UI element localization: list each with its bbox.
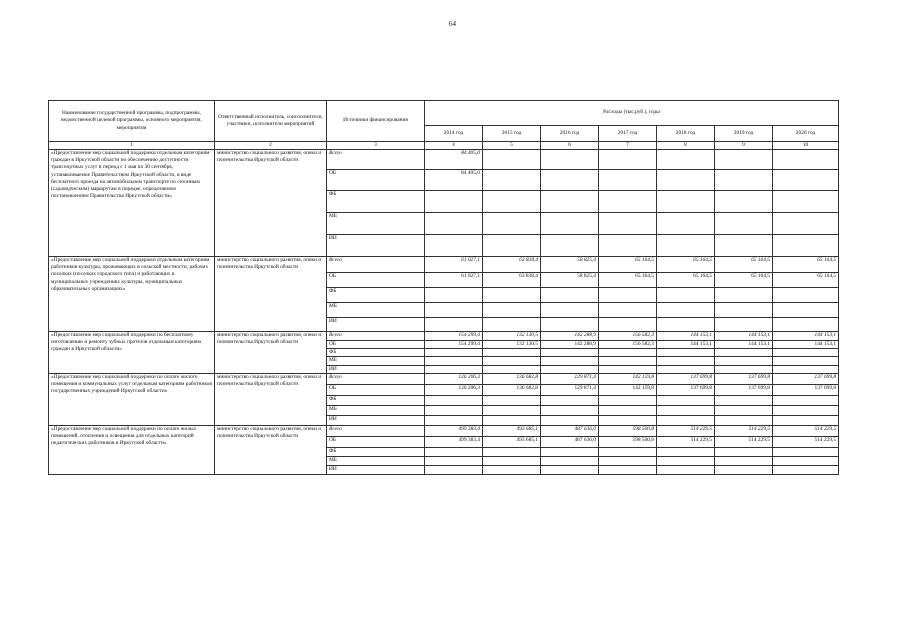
amount-cell <box>715 415 773 425</box>
program-name: «Предоставление мер социальной поддержки по бесплатному изготовлению и ремонту зубных протезов отдельным категориям граждан в Иркутской области» <box>49 332 215 374</box>
amount-cell: 598 500,8 <box>599 425 657 436</box>
funding-source: ИИ <box>327 365 425 373</box>
column-number: 1 <box>49 142 215 150</box>
amount-cell <box>425 395 483 405</box>
amount-cell <box>773 235 839 257</box>
amount-cell <box>715 465 773 474</box>
amount-cell <box>541 447 599 456</box>
funding-source: ИИ <box>327 465 425 474</box>
amount-cell: 156 582,3 <box>599 341 657 349</box>
amount-cell: 142 159,8 <box>599 384 657 395</box>
amount-cell <box>773 191 839 213</box>
amount-cell: 137 699,8 <box>773 373 839 384</box>
funding-source: МБ <box>327 456 425 465</box>
program-name: «Предоставление мер социальной поддержки отдельным категориям работников культуры, проживающих в сельской местности, рабочих поселках (поселках городского типа) и работающих в муниципальных учреждениях культуры, муниципальных образовательных организациях» <box>49 257 215 332</box>
amount-cell <box>715 365 773 373</box>
funding-source: ОБ <box>327 341 425 349</box>
amount-cell <box>483 349 541 357</box>
amount-cell: 499 383,4 <box>425 436 483 447</box>
funding-source: ИИ <box>327 415 425 425</box>
amount-cell: 142 288,9 <box>541 332 599 341</box>
amount-cell <box>599 415 657 425</box>
amount-cell: 514 229,5 <box>715 436 773 447</box>
amount-cell <box>483 191 541 213</box>
amount-cell <box>715 349 773 357</box>
funding-source: ОБ <box>327 170 425 191</box>
amount-cell <box>599 170 657 191</box>
amount-cell <box>657 213 715 235</box>
amount-cell <box>657 357 715 365</box>
amount-cell <box>715 170 773 191</box>
amount-cell: 65 164,5 <box>715 273 773 288</box>
amount-cell <box>599 357 657 365</box>
amount-cell: 65 164,5 <box>657 273 715 288</box>
amount-cell <box>657 318 715 332</box>
amount-cell <box>425 213 483 235</box>
amount-cell: 487 636,0 <box>541 436 599 447</box>
amount-cell: 142 288,9 <box>541 341 599 349</box>
page-number: 64 <box>449 20 456 28</box>
amount-cell <box>599 318 657 332</box>
amount-cell <box>425 405 483 415</box>
funding-source: ФБ <box>327 349 425 357</box>
amount-cell: 65 164,5 <box>773 257 839 273</box>
amount-cell: 136 682,8 <box>483 384 541 395</box>
amount-cell <box>425 191 483 213</box>
amount-cell: 126 206,3 <box>425 384 483 395</box>
amount-cell: 137 699,8 <box>657 373 715 384</box>
amount-cell <box>599 365 657 373</box>
amount-cell: 137 699,8 <box>657 384 715 395</box>
header-program: Наименование государственной программы, подпрограммы, ведомственной целевой программы, основного мероприятия, мероприятия <box>49 101 215 142</box>
amount-cell: 144 153,1 <box>657 341 715 349</box>
column-number: 7 <box>599 142 657 150</box>
column-number: 4 <box>425 142 483 150</box>
column-number: 6 <box>541 142 599 150</box>
amount-cell <box>599 349 657 357</box>
amount-cell <box>715 447 773 456</box>
amount-cell <box>773 465 839 474</box>
amount-cell <box>541 235 599 257</box>
amount-cell <box>657 415 715 425</box>
amount-cell <box>715 456 773 465</box>
amount-cell <box>425 303 483 318</box>
amount-cell <box>657 405 715 415</box>
funding-source: ОБ <box>327 384 425 395</box>
amount-cell <box>483 235 541 257</box>
amount-cell <box>657 349 715 357</box>
amount-cell: 514 229,5 <box>657 436 715 447</box>
executor-name: министерство социального развития, опеки и попечительства Иркутской области <box>215 425 327 474</box>
amount-cell: 58 825,4 <box>541 273 599 288</box>
amount-cell <box>773 456 839 465</box>
amount-cell <box>599 456 657 465</box>
amount-cell <box>541 365 599 373</box>
funding-source: ОБ <box>327 273 425 288</box>
executor-name: министерство социального развития, опеки и попечительства Иркутской области <box>215 373 327 425</box>
amount-cell <box>541 318 599 332</box>
funding-source: Всего <box>327 150 425 170</box>
amount-cell: 137 699,8 <box>715 384 773 395</box>
amount-cell: 144 153,1 <box>657 332 715 341</box>
header-year: 2020 год <box>773 126 839 142</box>
amount-cell <box>483 357 541 365</box>
amount-cell <box>715 288 773 303</box>
amount-cell <box>599 405 657 415</box>
amount-cell <box>483 150 541 170</box>
amount-cell <box>541 213 599 235</box>
amount-cell <box>541 288 599 303</box>
amount-cell <box>425 365 483 373</box>
table-row <box>49 332 839 341</box>
funding-source: ИИ <box>327 318 425 332</box>
funding-source: Всего <box>327 425 425 436</box>
amount-cell <box>715 303 773 318</box>
amount-cell <box>483 395 541 405</box>
header-year: 2017 год <box>599 126 657 142</box>
column-number: 10 <box>773 142 839 150</box>
amount-cell <box>773 150 839 170</box>
amount-cell <box>715 235 773 257</box>
amount-cell: 61 027,1 <box>425 257 483 273</box>
amount-cell: 84 405,0 <box>425 170 483 191</box>
amount-cell <box>657 288 715 303</box>
funding-source: ИИ <box>327 235 425 257</box>
amount-cell <box>715 150 773 170</box>
header-expenses: Расходы (тыс.руб.), годы <box>425 101 839 126</box>
table-row <box>49 373 839 384</box>
amount-cell <box>483 170 541 191</box>
amount-cell: 132 130,5 <box>483 341 541 349</box>
amount-cell <box>657 365 715 373</box>
amount-cell <box>599 150 657 170</box>
amount-cell: 144 153,1 <box>773 332 839 341</box>
column-number: 3 <box>327 142 425 150</box>
amount-cell: 514 229,5 <box>657 425 715 436</box>
header-year: 2018 год <box>657 126 715 142</box>
amount-cell <box>715 213 773 235</box>
amount-cell: 514 229,5 <box>773 436 839 447</box>
amount-cell <box>483 365 541 373</box>
amount-cell: 63 838,4 <box>483 257 541 273</box>
amount-cell: 63 838,4 <box>483 273 541 288</box>
column-number: 5 <box>483 142 541 150</box>
financing-table <box>48 100 839 475</box>
funding-source: ОБ <box>327 436 425 447</box>
amount-cell <box>773 357 839 365</box>
amount-cell <box>773 170 839 191</box>
funding-source: МБ <box>327 357 425 365</box>
header-source: Источники финансирования <box>327 101 425 142</box>
amount-cell <box>483 405 541 415</box>
amount-cell <box>541 456 599 465</box>
amount-cell: 144 153,1 <box>715 341 773 349</box>
amount-cell <box>425 415 483 425</box>
funding-source: ФБ <box>327 191 425 213</box>
amount-cell <box>599 465 657 474</box>
amount-cell: 493 685,1 <box>483 425 541 436</box>
column-number: 2 <box>215 142 327 150</box>
executor-name: министерство социального развития, опеки и попечительства Иркутской области <box>215 150 327 257</box>
amount-cell <box>773 405 839 415</box>
amount-cell <box>657 303 715 318</box>
amount-cell <box>773 303 839 318</box>
amount-cell: 129 871,4 <box>541 384 599 395</box>
amount-cell <box>425 349 483 357</box>
funding-source: ФБ <box>327 447 425 456</box>
amount-cell: 65 164,5 <box>599 257 657 273</box>
amount-cell: 65 164,5 <box>773 273 839 288</box>
amount-cell <box>599 191 657 213</box>
amount-cell <box>657 150 715 170</box>
amount-cell <box>425 447 483 456</box>
amount-cell: 144 153,1 <box>715 332 773 341</box>
amount-cell <box>773 213 839 235</box>
amount-cell <box>657 465 715 474</box>
amount-cell <box>715 405 773 415</box>
amount-cell <box>715 318 773 332</box>
amount-cell <box>425 318 483 332</box>
amount-cell <box>483 318 541 332</box>
amount-cell: 144 153,1 <box>773 341 839 349</box>
amount-cell: 598 500,8 <box>599 436 657 447</box>
column-number: 8 <box>657 142 715 150</box>
amount-cell <box>425 357 483 365</box>
amount-cell: 136 682,8 <box>483 373 541 384</box>
amount-cell <box>541 395 599 405</box>
amount-cell <box>599 303 657 318</box>
amount-cell: 137 699,8 <box>773 384 839 395</box>
amount-cell: 493 685,1 <box>483 436 541 447</box>
funding-source: Всего <box>327 332 425 341</box>
amount-cell <box>599 213 657 235</box>
amount-cell <box>541 357 599 365</box>
funding-source: ФБ <box>327 288 425 303</box>
amount-cell <box>425 235 483 257</box>
amount-cell: 132 130,5 <box>483 332 541 341</box>
amount-cell <box>657 191 715 213</box>
header-year: 2015 год <box>483 126 541 142</box>
executor-name: министерство социального развития, опеки и попечительства Иркутской области <box>215 257 327 332</box>
amount-cell: 154 299,4 <box>425 341 483 349</box>
amount-cell <box>541 349 599 357</box>
header-year: 2019 год <box>715 126 773 142</box>
amount-cell: 61 027,1 <box>425 273 483 288</box>
amount-cell <box>541 150 599 170</box>
amount-cell <box>657 235 715 257</box>
amount-cell <box>483 213 541 235</box>
amount-cell <box>599 447 657 456</box>
amount-cell <box>773 318 839 332</box>
header-executor: Ответственный исполнитель, соисполнители, участники, исполнители мероприятий <box>215 101 327 142</box>
amount-cell <box>773 349 839 357</box>
funding-source: Всего <box>327 373 425 384</box>
amount-cell <box>483 447 541 456</box>
amount-cell <box>483 456 541 465</box>
funding-source: МБ <box>327 303 425 318</box>
amount-cell <box>483 415 541 425</box>
funding-source: МБ <box>327 213 425 235</box>
amount-cell: 142 159,8 <box>599 373 657 384</box>
amount-cell <box>657 170 715 191</box>
amount-cell: 129 871,4 <box>541 373 599 384</box>
amount-cell <box>483 288 541 303</box>
amount-cell: 156 582,3 <box>599 332 657 341</box>
amount-cell <box>425 465 483 474</box>
amount-cell <box>715 357 773 365</box>
amount-cell <box>657 447 715 456</box>
amount-cell <box>657 395 715 405</box>
amount-cell <box>541 191 599 213</box>
amount-cell <box>541 415 599 425</box>
amount-cell: 137 699,8 <box>715 373 773 384</box>
amount-cell <box>541 303 599 318</box>
amount-cell <box>541 170 599 191</box>
amount-cell: 499 383,4 <box>425 425 483 436</box>
amount-cell <box>773 395 839 405</box>
program-name: «Предоставление мер социальной поддержки по оплате жилых помещений, отопления и освещения для отдельных категорий педагогических работников в Иркутской области» <box>49 425 215 474</box>
header-year: 2016 год <box>541 126 599 142</box>
amount-cell <box>541 405 599 415</box>
header-year: 2014 год <box>425 126 483 142</box>
amount-cell: 154 299,4 <box>425 332 483 341</box>
amount-cell <box>773 415 839 425</box>
amount-cell <box>599 235 657 257</box>
amount-cell <box>773 447 839 456</box>
amount-cell: 126 206,3 <box>425 373 483 384</box>
amount-cell: 514 229,5 <box>773 425 839 436</box>
amount-cell <box>715 395 773 405</box>
amount-cell: 65 164,5 <box>599 273 657 288</box>
amount-cell <box>425 456 483 465</box>
amount-cell <box>657 456 715 465</box>
amount-cell <box>541 465 599 474</box>
table-row <box>49 150 839 170</box>
amount-cell: 65 164,5 <box>715 257 773 273</box>
executor-name: министерство социального развития, опеки и попечительства Иркутской области <box>215 332 327 374</box>
funding-source: ФБ <box>327 395 425 405</box>
amount-cell <box>483 303 541 318</box>
amount-cell: 84 405,0 <box>425 150 483 170</box>
amount-cell: 58 825,4 <box>541 257 599 273</box>
table-row <box>49 425 839 436</box>
amount-cell <box>599 395 657 405</box>
amount-cell <box>715 191 773 213</box>
amount-cell <box>599 288 657 303</box>
amount-cell <box>773 288 839 303</box>
program-name: «Предоставление мер социальной поддержки по оплате жилого помещения и коммунальных услуг отдельным категориям работников государственных учреждений Иркутской области» <box>49 373 215 425</box>
funding-source: Всего <box>327 257 425 273</box>
table-row <box>49 257 839 273</box>
amount-cell: 514 229,5 <box>715 425 773 436</box>
amount-cell <box>483 465 541 474</box>
amount-cell <box>773 365 839 373</box>
amount-cell: 65 164,5 <box>657 257 715 273</box>
funding-source: МБ <box>327 405 425 415</box>
column-number: 9 <box>715 142 773 150</box>
amount-cell: 487 636,0 <box>541 425 599 436</box>
program-name: «Предоставление мер социальной поддержки отдельным категориям граждан в Иркутской области по обеспечению доступности транспортных услуг в период с 1 мая по 30 сентября, устанавливаемое Правительством Иркутской области, в виде бесплатного проезда на автомобильном транспорте по сезонным (садоводческим) маршрутам в порядке, определяемом постановлением Правительства Иркутской области» <box>49 150 215 257</box>
amount-cell <box>425 288 483 303</box>
